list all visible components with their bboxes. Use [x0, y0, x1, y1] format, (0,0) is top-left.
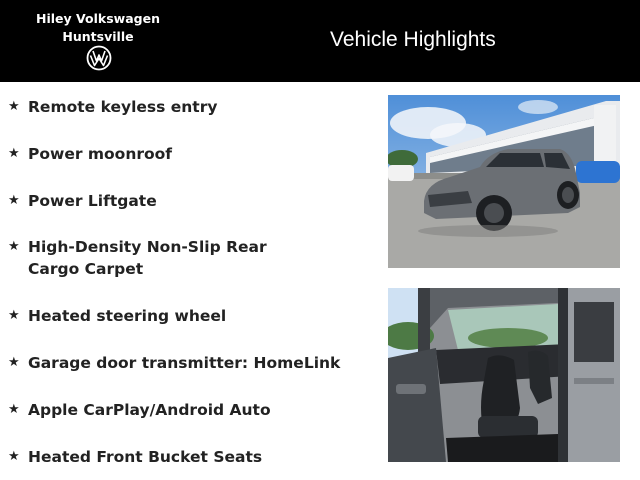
car-exterior-photo — [388, 95, 620, 268]
star-icon: ★ — [8, 355, 20, 370]
feature-label: Garage door transmitter: HomeLink — [28, 354, 341, 372]
volkswagen-logo-icon — [86, 45, 112, 71]
star-icon: ★ — [8, 308, 20, 323]
star-icon: ★ — [8, 402, 20, 417]
dealer-name-line1: Hiley Volkswagen — [36, 11, 160, 26]
feature-label: Power moonroof — [28, 145, 173, 163]
star-icon: ★ — [8, 146, 20, 161]
dealer-name-line2: Huntsville — [62, 29, 134, 44]
star-icon: ★ — [8, 99, 20, 114]
star-icon: ★ — [8, 239, 20, 254]
page-title: Vehicle Highlights — [330, 28, 496, 51]
car-interior-photo — [388, 288, 620, 462]
dealer-name — [28, 10, 168, 46]
feature-label: Power Liftgate — [28, 192, 157, 210]
star-icon: ★ — [8, 193, 20, 208]
feature-label: High-Density Non-Slip Rear Cargo Carpet — [28, 238, 267, 278]
feature-label: Heated Front Bucket Seats — [28, 448, 263, 466]
feature-label: Remote keyless entry — [28, 98, 218, 116]
header-bar — [0, 0, 640, 82]
star-icon: ★ — [8, 449, 20, 464]
feature-label: Heated steering wheel — [28, 307, 227, 325]
feature-label: Apple CarPlay/Android Auto — [28, 401, 271, 419]
